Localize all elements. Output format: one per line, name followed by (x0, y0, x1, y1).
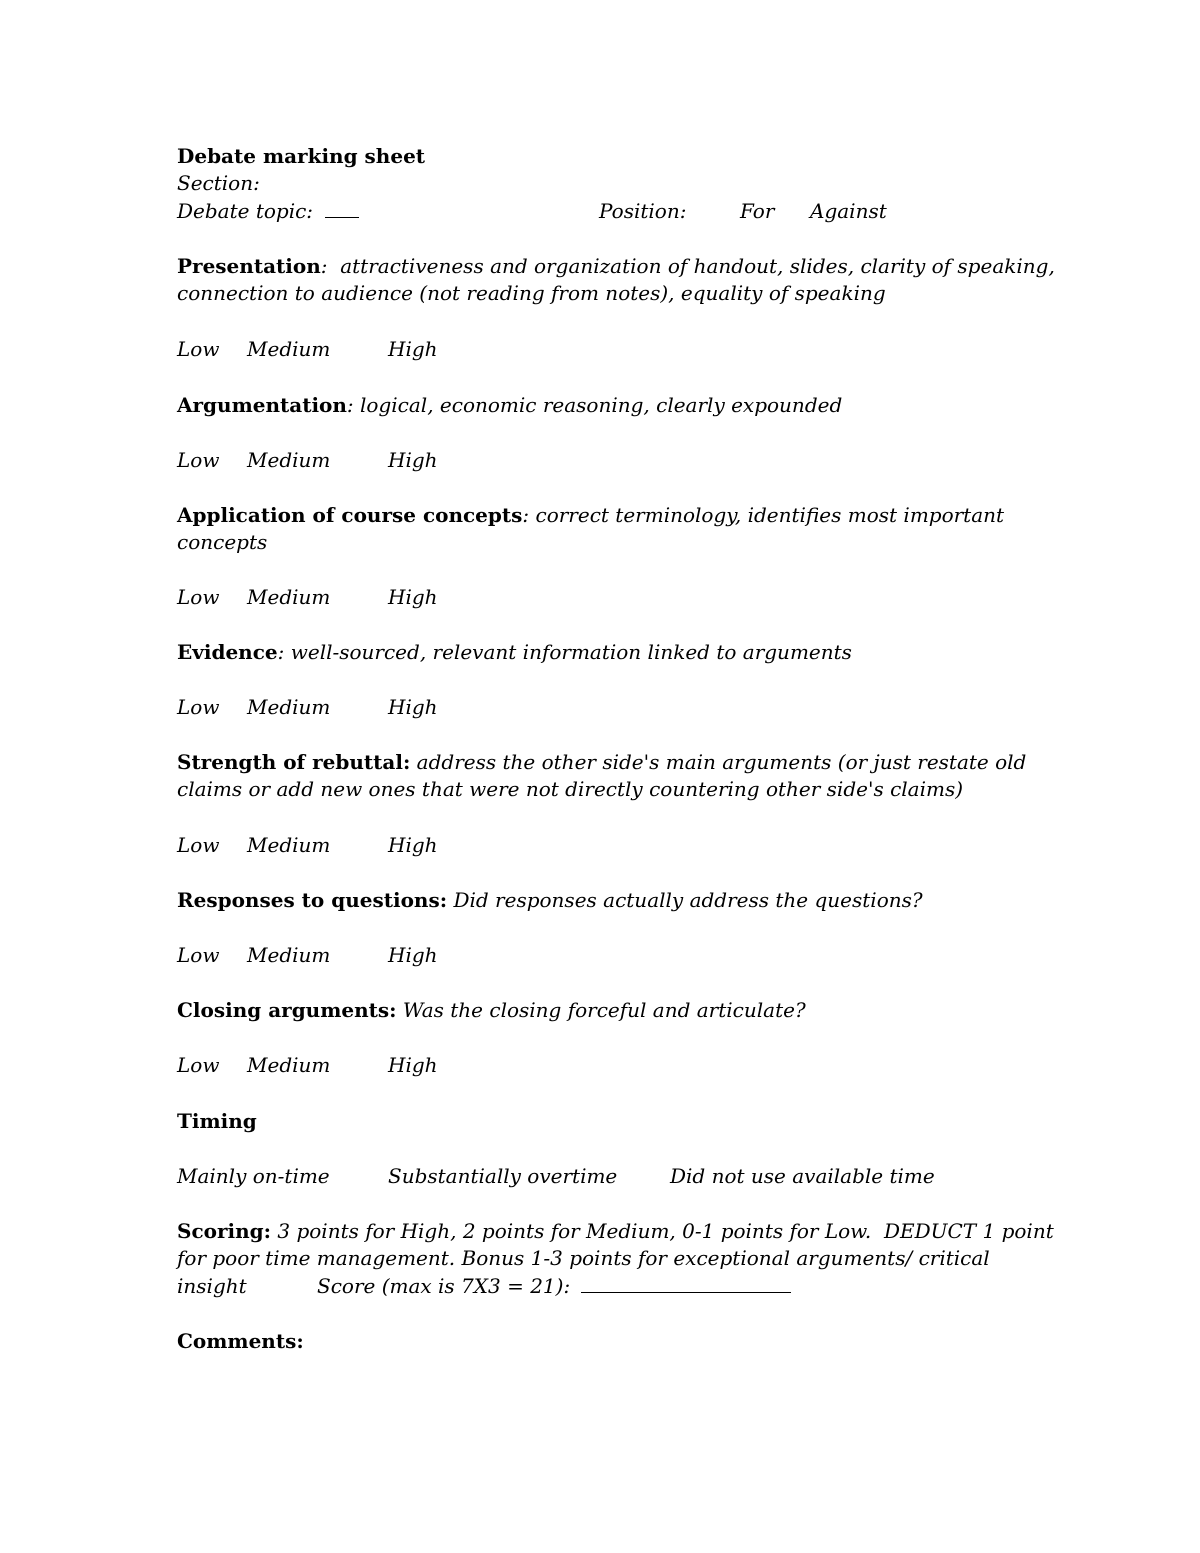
score-row (317, 1272, 791, 1300)
topic-blank (325, 199, 359, 218)
timing-title: Timing (177, 1109, 257, 1133)
score-blank (581, 1274, 791, 1293)
timing-option-unused-time: Did not use available time (670, 1164, 935, 1188)
criterion-heading (177, 886, 923, 914)
criterion-separator: : (522, 503, 530, 527)
criterion-heading (177, 501, 1004, 529)
criterion-name: Application of course concepts (177, 503, 523, 527)
rating-medium: Medium (247, 1053, 331, 1077)
rating-high: High (388, 943, 438, 967)
topic-row (177, 197, 359, 225)
criterion-heading (177, 996, 806, 1024)
criterion-name: Evidence (177, 640, 278, 664)
rating-medium: Medium (247, 695, 331, 719)
criterion-description: address the other side's main arguments (or just restate old (410, 750, 1027, 774)
rating-medium: Medium (247, 337, 331, 361)
rating-low: Low (177, 833, 220, 857)
criterion-name: Presentation (177, 254, 321, 278)
rating-high: High (388, 695, 438, 719)
criterion-name: Responses to questions: (177, 888, 448, 912)
position-label: Position: (599, 199, 687, 223)
criterion-separator: : (277, 640, 285, 664)
rating-low: Low (177, 695, 220, 719)
criterion-separator: : (320, 254, 328, 278)
section-label: Section: (177, 171, 260, 195)
criterion-description: correct terminology, identifies most important (529, 503, 1005, 527)
criterion-separator: : (346, 393, 354, 417)
scoring-text-1: 3 points for High, 2 points for Medium, 0-1 points for Low. DEDUCT 1 point (271, 1219, 1054, 1243)
rating-high: High (388, 1053, 438, 1077)
rating-low: Low (177, 1053, 220, 1077)
criterion-description-continued: connection to audience (not reading from notes), equality of speaking (177, 281, 886, 305)
topic-label: Debate topic: (177, 199, 314, 223)
criterion-name: Argumentation (177, 393, 347, 417)
timing-option-overtime: Substantially overtime (388, 1164, 618, 1188)
criterion-heading (177, 252, 1055, 280)
criterion-name: Strength of rebuttal: (177, 750, 411, 774)
position-against: Against (810, 199, 887, 223)
criterion-heading (177, 391, 842, 419)
criterion-heading (177, 748, 1026, 776)
sheet-title: Debate marking sheet (177, 144, 426, 168)
timing-option-on-time: Mainly on-time (177, 1164, 330, 1188)
rating-low: Low (177, 448, 220, 472)
rating-medium: Medium (247, 943, 331, 967)
criterion-description: attractiveness and organization of handout, slides, clarity of speaking, (327, 254, 1055, 278)
scoring-line-3 (177, 1272, 247, 1300)
scoring-label: Scoring: (177, 1219, 272, 1243)
criterion-description-continued: concepts (177, 530, 268, 554)
criterion-name: Closing arguments: (177, 998, 397, 1022)
rating-medium: Medium (247, 833, 331, 857)
scoring-text-3a: insight (177, 1274, 247, 1298)
criterion-description: Did responses actually address the questions? (447, 888, 923, 912)
criterion-description-continued: claims or add new ones that were not directly countering other side's claims) (177, 777, 964, 801)
rating-high: High (388, 337, 438, 361)
score-label: Score (max is 7X3 = 21): (317, 1274, 571, 1298)
criterion-description: Was the closing forceful and articulate? (396, 998, 806, 1022)
criterion-heading (177, 638, 852, 666)
rating-high: High (388, 585, 438, 609)
rating-low: Low (177, 585, 220, 609)
scoring-line-1 (177, 1217, 1054, 1245)
criterion-description: well-sourced, relevant information linked to arguments (284, 640, 852, 664)
scoring-line-2: for poor time management. Bonus 1-3 points for exceptional arguments/ critical (177, 1246, 990, 1270)
position-for: For (740, 199, 775, 223)
comments-label: Comments: (177, 1329, 304, 1353)
rating-high: High (388, 833, 438, 857)
rating-high: High (388, 448, 438, 472)
criterion-description: logical, economic reasoning, clearly expounded (353, 393, 843, 417)
rating-low: Low (177, 337, 220, 361)
rating-medium: Medium (247, 448, 331, 472)
rating-medium: Medium (247, 585, 331, 609)
rating-low: Low (177, 943, 220, 967)
